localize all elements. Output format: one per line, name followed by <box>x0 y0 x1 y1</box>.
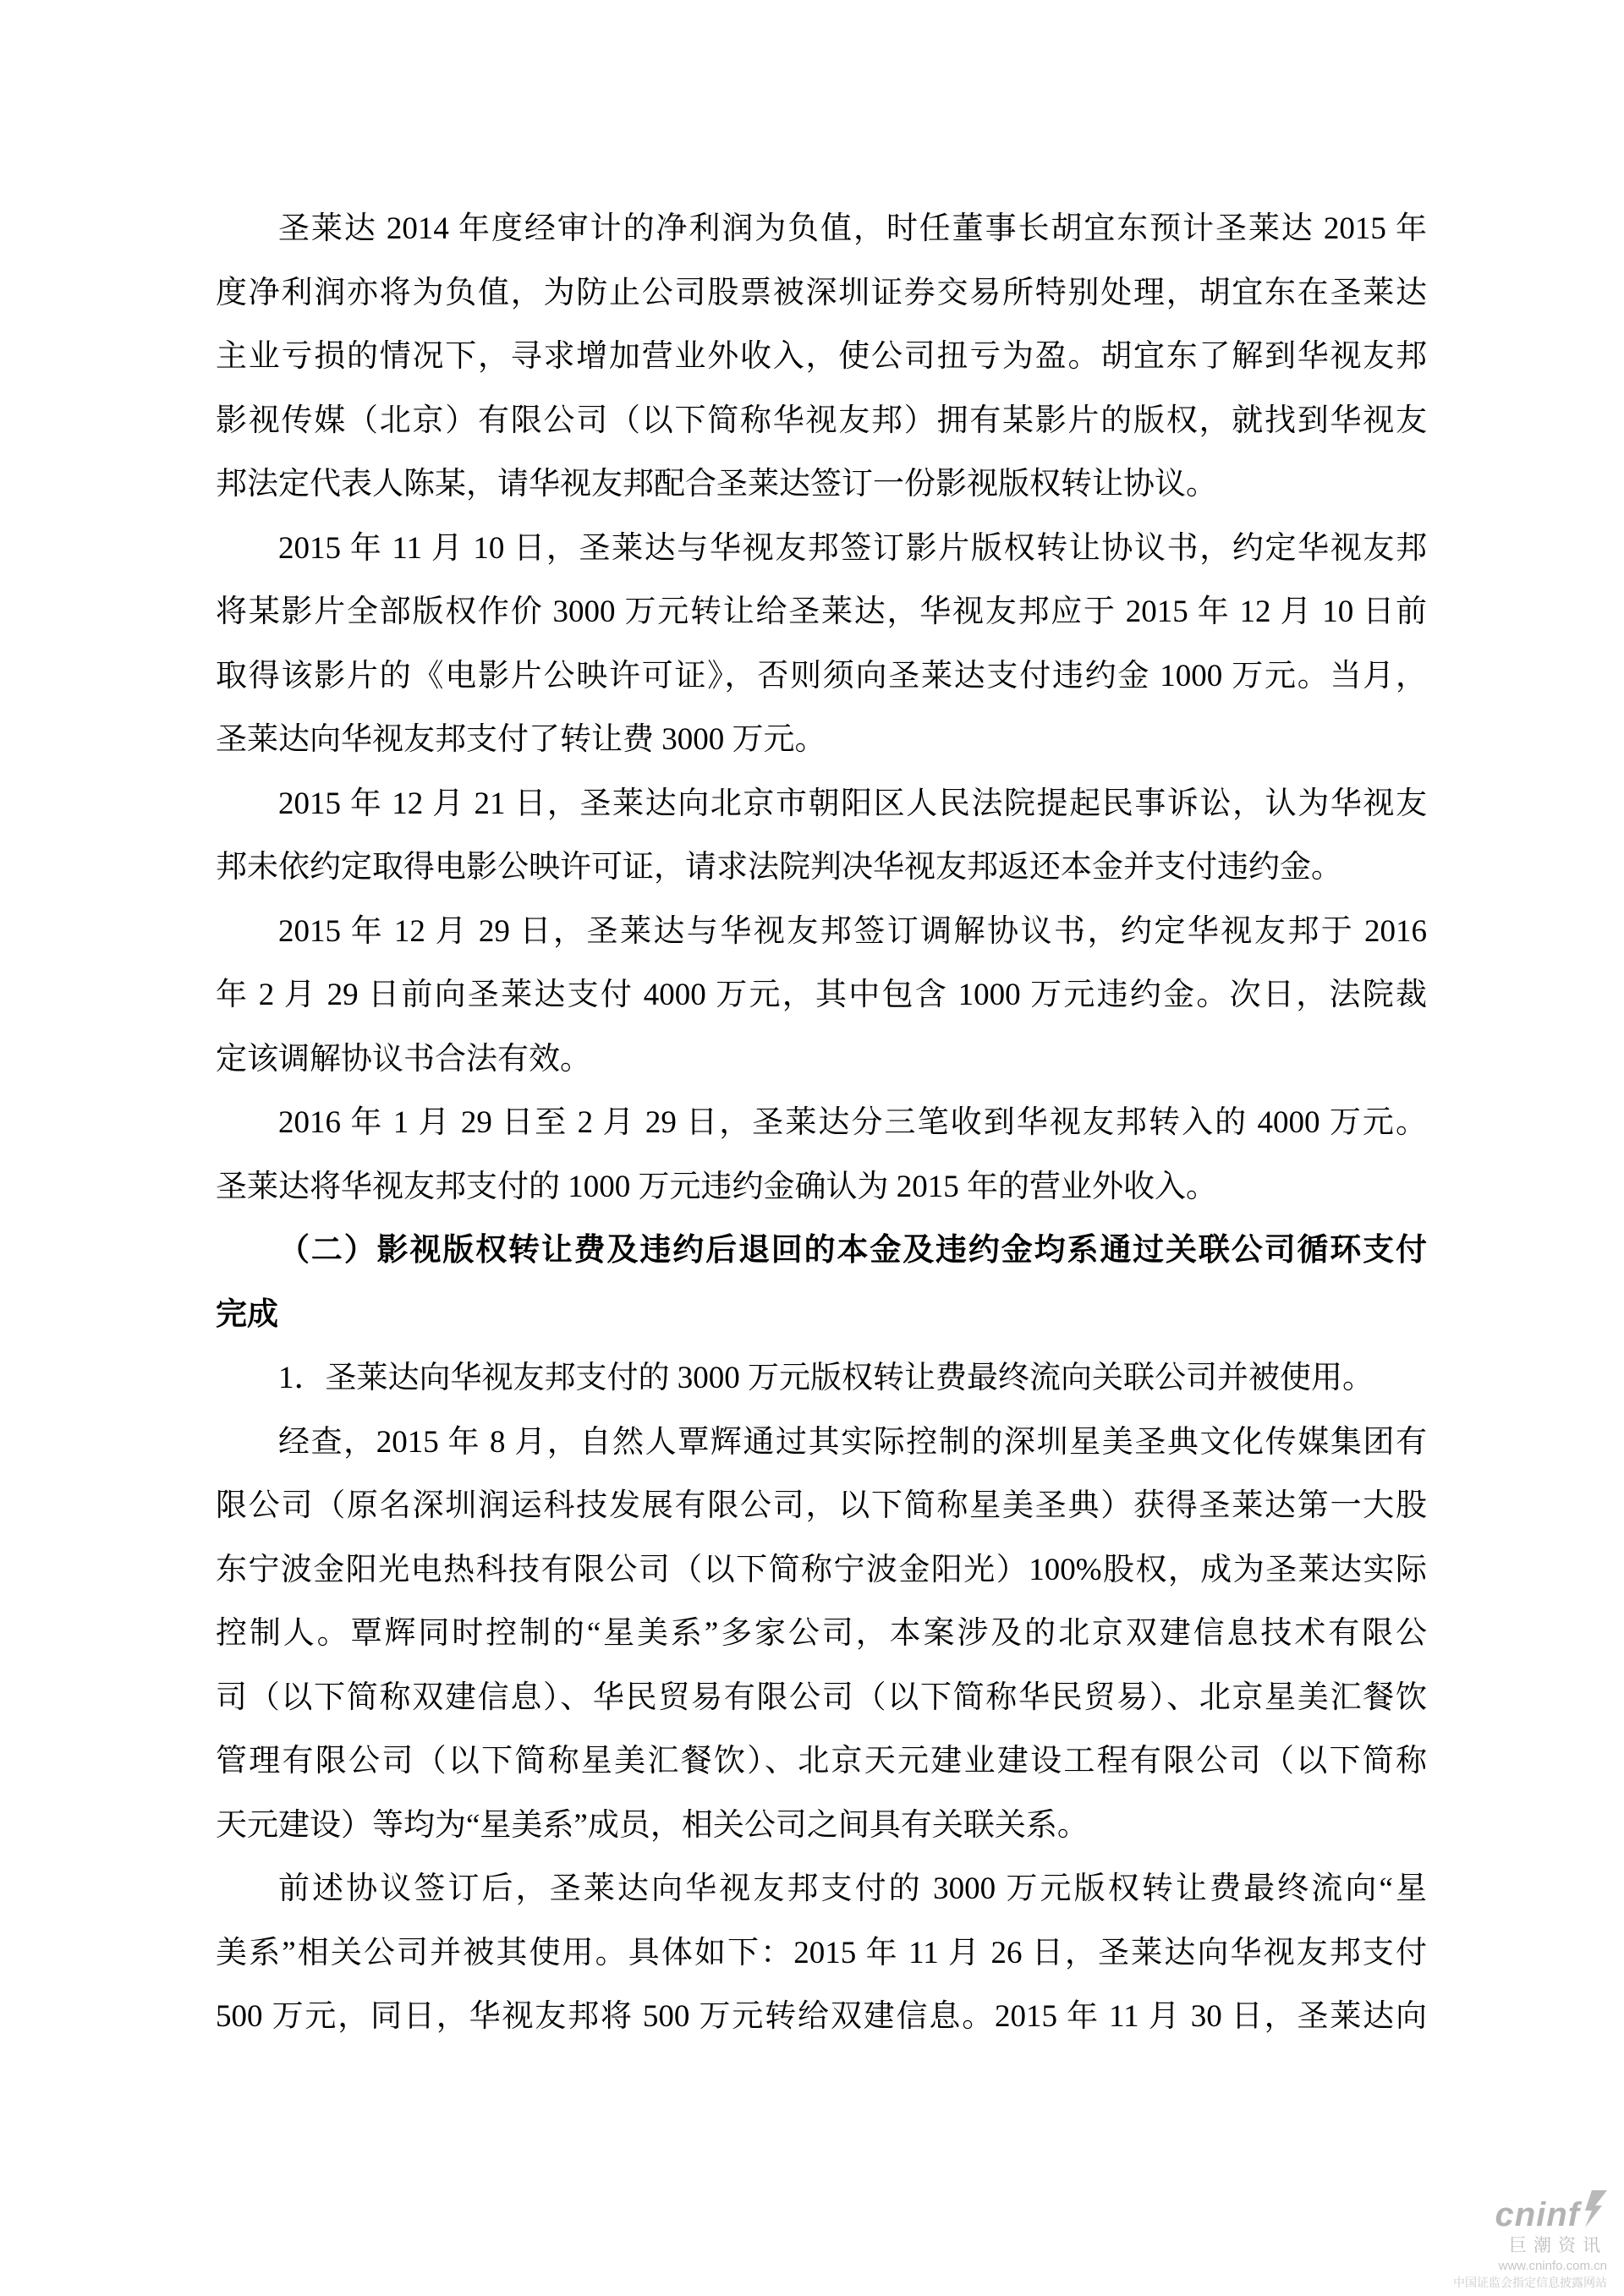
cninfo-tagline: 中国证监会指定信息披露网站 <box>1453 2275 1607 2289</box>
text-line: 东宁波金阳光电热科技有限公司（以下简称宁波金阳光）100%股权，成为圣莱达实际 <box>216 1552 1427 1587</box>
text-line: 取得该影片的《电影片公映许可证》，否则须向圣莱达支付违约金 1000 万元。当月， <box>216 658 1427 693</box>
text-line: 经查，2015 年 8 月，自然人覃辉通过其实际控制的深圳星美圣典文化传媒集团有 <box>278 1424 1427 1460</box>
lightning-bolt-icon <box>1582 2190 1607 2232</box>
text-line: 圣莱达将华视友邦支付的 1000 万元违约金确认为 2015 年的营业外收入。 <box>216 1169 1217 1204</box>
paragraph <box>216 900 1427 1092</box>
text-line: 邦法定代表人陈某，请华视友邦配合圣莱达签订一份影视版权转让协议。 <box>216 467 1217 501</box>
text-line: 前述协议签订后，圣莱达向华视友邦支付的 3000 万元版权转让费最终流向“星 <box>278 1871 1427 1906</box>
cninfo-logo-text: cninf <box>1495 2195 1580 2233</box>
text-line: 圣莱达向华视友邦支付了转让费 3000 万元。 <box>216 722 826 757</box>
text-line: （二）影视版权转让费及违约后退回的本金及违约金均系通过关联公司循环支付 <box>278 1233 1427 1268</box>
text-line: 控制人。覃辉同时控制的“星美系”多家公司，本案涉及的北京双建信息技术有限公 <box>216 1616 1427 1651</box>
cninfo-logo <box>1453 2190 1607 2233</box>
text-line: 限公司（原名深圳润运科技发展有限公司，以下简称星美圣典）获得圣莱达第一大股 <box>216 1488 1427 1523</box>
text-line: 完成 <box>216 1296 278 1332</box>
text-line: 2015 年 12 月 21 日，圣莱达向北京市朝阳区人民法院提起民事诉讼，认为华视友 <box>278 786 1427 821</box>
text-line: 天元建设）等均为“星美系”成员，相关公司之间具有关联关系。 <box>216 1807 1089 1843</box>
cninfo-url: www.cninfo.com.cn <box>1498 2258 1607 2273</box>
text-line: 定该调解协议书合法有效。 <box>216 1041 591 1077</box>
paragraph <box>216 1411 1427 1858</box>
paragraph <box>216 1857 1427 2049</box>
text-line: 影视传媒（北京）有限公司（以下简称华视友邦）拥有某影片的版权，就找到华视友 <box>216 403 1427 438</box>
text-line: 司（以下简称双建信息）、华民贸易有限公司（以下简称华民贸易）、北京星美汇餐饮 <box>216 1680 1427 1715</box>
text-line: 主业亏损的情况下，寻求增加营业外收入，使公司扭亏为盈。胡宜东了解到华视友邦 <box>216 339 1427 374</box>
text-line: 美系”相关公司并被其使用。具体如下：2015 年 11 月 26 日，圣莱达向华视友邦支付 <box>216 1935 1427 1970</box>
document-body <box>216 197 1427 2049</box>
section-heading <box>216 1219 1427 1346</box>
text-line: 1．圣莱达向华视友邦支付的 3000 万元版权转让费最终流向关联公司并被使用。 <box>278 1361 1374 1395</box>
text-line: 度净利润亦将为负值，为防止公司股票被深圳证券交易所特别处理，胡宜东在圣莱达 <box>216 275 1427 310</box>
text-line: 2015 年 11 月 10 日，圣莱达与华视友邦签订影片版权转让协议书，约定华视友邦 <box>278 530 1427 566</box>
cninfo-watermark <box>1453 2190 1607 2289</box>
text-line: 邦未依约定取得电影公映许可证，请求法院判决华视友邦返还本金并支付违约金。 <box>216 850 1342 885</box>
text-line: 2016 年 1 月 29 日至 2 月 29 日，圣莱达分三笔收到华视友邦转入的 4000 万元。 <box>278 1105 1427 1140</box>
paragraph <box>216 1346 1427 1411</box>
paragraph <box>216 1091 1427 1219</box>
text-line: 年 2 月 29 日前向圣莱达支付 4000 万元，其中包含 1000 万元违约金。次日，法院裁 <box>216 978 1427 1012</box>
paragraph <box>216 197 1427 517</box>
text-line: 500 万元，同日，华视友邦将 500 万元转给双建信息。2015 年 11 月 30 日，圣莱达向 <box>216 1999 1427 2034</box>
text-line: 2015 年 12 月 29 日，圣莱达与华视友邦签订调解协议书，约定华视友邦于 2016 <box>278 913 1427 949</box>
paragraph <box>216 517 1427 772</box>
text-line: 管理有限公司（以下简称星美汇餐饮）、北京天元建业建设工程有限公司（以下简称 <box>216 1744 1427 1778</box>
paragraph <box>216 772 1427 900</box>
cninfo-chinese-name: 巨潮资讯 <box>1509 2235 1607 2255</box>
text-line: 将某影片全部版权作价 3000 万元转让给圣莱达，华视友邦应于 2015 年 12 月 10 日前 <box>216 595 1427 629</box>
text-line: 圣莱达 2014 年度经审计的净利润为负值，时任董事长胡宜东预计圣莱达 2015 年 <box>278 211 1427 246</box>
